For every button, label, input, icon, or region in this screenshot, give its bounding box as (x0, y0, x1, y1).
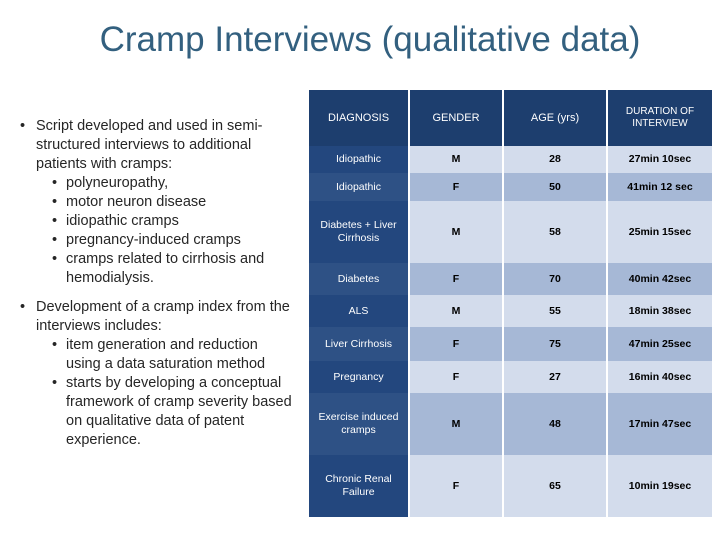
cell-gender: F (410, 327, 504, 361)
cell-duration: 47min 25sec (608, 327, 712, 361)
sub-bullet (20, 212, 295, 231)
cell-diagnosis: Idiopathic (309, 146, 410, 173)
cell-diagnosis: Liver Cirrhosis (309, 327, 410, 361)
sub-bullet-text: polyneuropathy, (66, 175, 169, 191)
interviews-table (309, 90, 712, 517)
table-row (309, 146, 712, 173)
bullet-dot-icon: • (52, 251, 58, 267)
sub-bullet (20, 374, 295, 450)
bullet-dot-icon: • (52, 175, 58, 191)
cell-age: 48 (504, 393, 608, 455)
bullet-dot-icon: • (52, 194, 58, 210)
cell-gender: M (410, 295, 504, 327)
table-row (309, 295, 712, 327)
sub-bullet (20, 174, 295, 193)
cell-gender: F (410, 455, 504, 517)
sub-bullet (20, 336, 295, 374)
cell-diagnosis: Diabetes (309, 263, 410, 295)
sub-bullet-text: pregnancy-induced cramps (66, 232, 241, 248)
cell-duration: 25min 15sec (608, 201, 712, 263)
table-row (309, 393, 712, 455)
cell-duration: 18min 38sec (608, 295, 712, 327)
table-row (309, 263, 712, 295)
cell-gender: M (410, 393, 504, 455)
cell-diagnosis: Chronic Renal Failure (309, 455, 410, 517)
sub-bullet (20, 231, 295, 250)
sub-bullet-text: cramps related to cirrhosis and hemodialysis. (66, 251, 265, 286)
cell-age: 75 (504, 327, 608, 361)
bullet-text: Development of a cramp index from the interviews includes: (36, 299, 290, 334)
slide-title: Cramp Interviews (qualitative data) (99, 20, 641, 59)
table-row (309, 173, 712, 201)
table-row (309, 201, 712, 263)
bullet-development (20, 298, 295, 336)
table-header-row (309, 90, 712, 146)
bullet-script (20, 117, 295, 174)
cell-duration: 40min 42sec (608, 263, 712, 295)
cell-diagnosis: ALS (309, 295, 410, 327)
table-row (309, 327, 712, 361)
header-age: AGE (yrs) (504, 90, 608, 146)
cell-duration: 27min 10sec (608, 146, 712, 173)
cell-gender: M (410, 201, 504, 263)
cell-gender: F (410, 361, 504, 393)
header-gender: GENDER (410, 90, 504, 146)
sub-bullet-text: starts by developing a conceptual framework of cramp severity based on qualitative data of patent experience. (66, 375, 292, 448)
cell-duration: 41min 12 sec (608, 173, 712, 201)
table-row (309, 455, 712, 517)
header-diagnosis: DIAGNOSIS (309, 90, 410, 146)
cell-diagnosis: Exercise induced cramps (309, 393, 410, 455)
bullet-dot-icon: • (20, 299, 26, 315)
cell-duration: 17min 47sec (608, 393, 712, 455)
cell-gender: F (410, 263, 504, 295)
sub-bullet-text: motor neuron disease (66, 194, 207, 210)
cell-age: 55 (504, 295, 608, 327)
cell-age: 50 (504, 173, 608, 201)
cell-age: 70 (504, 263, 608, 295)
bullet-dot-icon: • (52, 232, 58, 248)
cell-age: 27 (504, 361, 608, 393)
cell-diagnosis: Idiopathic (309, 173, 410, 201)
sub-bullet-text: item generation and reduction using a data saturation method (66, 337, 266, 372)
header-duration: DURATION OF INTERVIEW (608, 90, 712, 146)
bullet-dot-icon: • (20, 118, 26, 134)
cell-age: 58 (504, 201, 608, 263)
bullet-dot-icon: • (52, 213, 58, 229)
cell-gender: M (410, 146, 504, 173)
table-row (309, 361, 712, 393)
sub-bullet-text: idiopathic cramps (66, 213, 179, 229)
cell-diagnosis: Diabetes + Liver Cirrhosis (309, 201, 410, 263)
bullet-list (20, 117, 295, 450)
bullet-dot-icon: • (52, 337, 58, 353)
cell-gender: F (410, 173, 504, 201)
sub-bullet (20, 193, 295, 212)
cell-duration: 16min 40sec (608, 361, 712, 393)
cell-age: 28 (504, 146, 608, 173)
bullet-dot-icon: • (52, 375, 58, 391)
sub-bullet (20, 250, 295, 288)
cell-diagnosis: Pregnancy (309, 361, 410, 393)
cell-duration: 10min 19sec (608, 455, 712, 517)
cell-age: 65 (504, 455, 608, 517)
bullet-text: Script developed and used in semi-structured interviews to additional patients with cramps: (36, 118, 263, 172)
